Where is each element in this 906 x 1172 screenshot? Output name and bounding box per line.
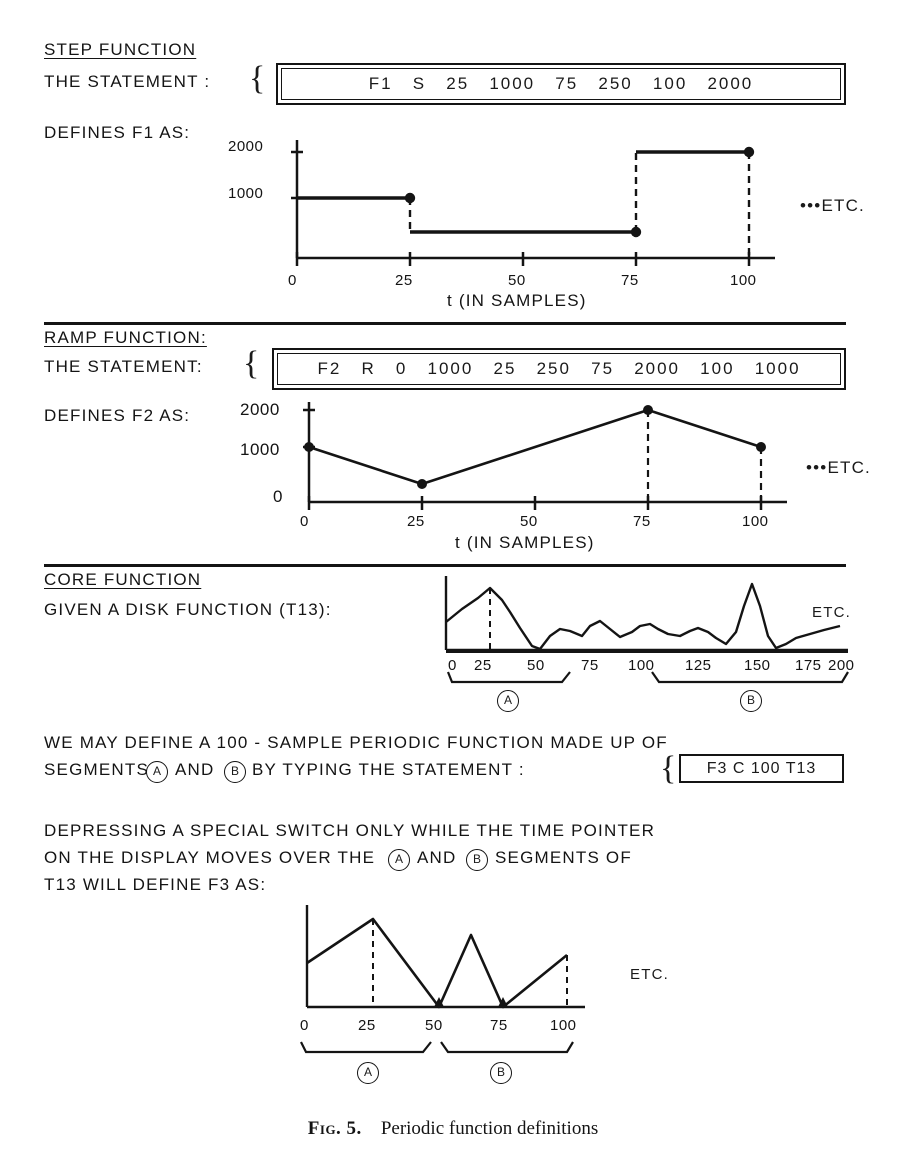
- figure-caption: [0, 1118, 906, 1140]
- ramp-xtick-100: 100: [742, 513, 769, 530]
- ramp-ytick-2000: 2000: [240, 400, 280, 419]
- disk-xtick-175: 175: [795, 657, 822, 674]
- disk-xtick-25: 25: [474, 657, 492, 674]
- core-paragraph-2-line-2-post: SEGMENTS OF: [495, 848, 632, 867]
- ramp-statement-text: F2 R 0 1000 25 250 75 2000 100 1000: [277, 353, 841, 385]
- disk-segment-a-badge: A: [497, 690, 519, 712]
- step-xtick-100: 100: [730, 272, 757, 289]
- core-etc-label: ETC.: [812, 604, 851, 621]
- disk-function-plot: [440, 576, 850, 656]
- ramp-statement-label: THE STATEMENT:: [44, 357, 203, 376]
- core-given-label: GIVEN A DISK FUNCTION (T13):: [44, 600, 332, 619]
- paragraph-2-segment-b-badge: B: [466, 849, 488, 871]
- result-xtick-25: 25: [358, 1017, 376, 1034]
- step-ytick-2000: 2000: [228, 138, 264, 155]
- disk-xtick-125: 125: [685, 657, 712, 674]
- step-xtick-50: 50: [508, 272, 526, 289]
- paragraph-1-segment-a-badge: A: [146, 761, 168, 783]
- paragraph-2-segment-a-badge: A: [388, 849, 410, 871]
- disk-segment-b-badge: B: [740, 690, 762, 712]
- step-statement-text: F1 S 25 1000 75 250 100 2000: [281, 68, 841, 100]
- disk-xtick-50: 50: [527, 657, 545, 674]
- disk-xtick-100: 100: [628, 657, 655, 674]
- disk-xtick-200: 200: [828, 657, 855, 674]
- step-etc-label: •••ETC.: [800, 196, 865, 215]
- core-paragraph-1-line-1: WE MAY DEFINE A 100 - SAMPLE PERIODIC FUNCTION MADE UP OF: [44, 733, 668, 752]
- step-xtick-75: 75: [621, 272, 639, 289]
- ramp-function-heading: RAMP FUNCTION:: [44, 328, 207, 347]
- disk-xtick-150: 150: [744, 657, 771, 674]
- ramp-brace: {: [243, 345, 260, 382]
- step-defines-label: DEFINES F1 AS:: [44, 123, 191, 142]
- result-xtick-100: 100: [550, 1017, 577, 1034]
- core-paragraph-1-line-2-mid: AND: [175, 760, 215, 779]
- disk-xtick-0: 0: [448, 657, 457, 674]
- figure-caption-text: Periodic function definitions: [380, 1118, 599, 1139]
- step-ytick-1000: 1000: [228, 185, 264, 202]
- ramp-ytick-0: 0: [273, 487, 283, 506]
- core-statement-box[interactable]: [679, 754, 844, 783]
- paragraph-1-segment-b-badge: B: [224, 761, 246, 783]
- result-segment-b-badge: B: [490, 1062, 512, 1084]
- core-paragraph-2-line-2-pre: ON THE DISPLAY MOVES OVER THE: [44, 848, 376, 867]
- step-xtick-25: 25: [395, 272, 413, 289]
- core-statement-text: F3 C 100 T13: [706, 759, 817, 777]
- core-paragraph-1-line-2-post: BY TYPING THE STATEMENT :: [252, 760, 525, 779]
- step-function-heading: STEP FUNCTION: [44, 40, 197, 59]
- step-function-plot: [283, 140, 783, 270]
- divider-2: [44, 564, 846, 567]
- core-paragraph-2-line-1: DEPRESSING A SPECIAL SWITCH ONLY WHILE THE TIME POINTER: [44, 821, 656, 840]
- result-etc-label: ETC.: [630, 966, 669, 983]
- step-statement-box[interactable]: [276, 63, 846, 105]
- step-brace: {: [249, 60, 266, 97]
- result-segment-brackets: [295, 1040, 595, 1062]
- core-paragraph-1-line-2-pre: SEGMENTS: [44, 760, 150, 779]
- result-xtick-75: 75: [490, 1017, 508, 1034]
- step-xtick-0: 0: [288, 272, 297, 289]
- core-paragraph-2-line-3: T13 WILL DEFINE F3 AS:: [44, 875, 267, 894]
- ramp-xtick-25: 25: [407, 513, 425, 530]
- ramp-etc-label: •••ETC.: [806, 458, 871, 477]
- disk-segment-brackets: [440, 670, 852, 692]
- step-statement-label: THE STATEMENT :: [44, 72, 211, 91]
- ramp-xtick-0: 0: [300, 513, 309, 530]
- core-function-heading: CORE FUNCTION: [44, 570, 202, 589]
- disk-axis-line: [446, 650, 848, 653]
- ramp-xtick-50: 50: [520, 513, 538, 530]
- result-segment-a-badge: A: [357, 1062, 379, 1084]
- ramp-defines-label: DEFINES F2 AS:: [44, 406, 191, 425]
- disk-xtick-75: 75: [581, 657, 599, 674]
- result-xtick-50: 50: [425, 1017, 443, 1034]
- core-paragraph-2-line-2-mid: AND: [417, 848, 457, 867]
- result-xtick-0: 0: [300, 1017, 309, 1034]
- periodic-function-plot: [295, 905, 595, 1015]
- ramp-ytick-1000: 1000: [240, 440, 280, 459]
- ramp-axis-title: t (IN SAMPLES): [455, 533, 595, 552]
- figure-number: Fig. 5.: [307, 1118, 362, 1139]
- divider-1: [44, 322, 846, 325]
- step-axis-title: t (IN SAMPLES): [447, 291, 587, 310]
- ramp-xtick-75: 75: [633, 513, 651, 530]
- ramp-function-plot: [295, 402, 795, 512]
- core-brace: {: [660, 750, 677, 787]
- ramp-statement-box[interactable]: [272, 348, 846, 390]
